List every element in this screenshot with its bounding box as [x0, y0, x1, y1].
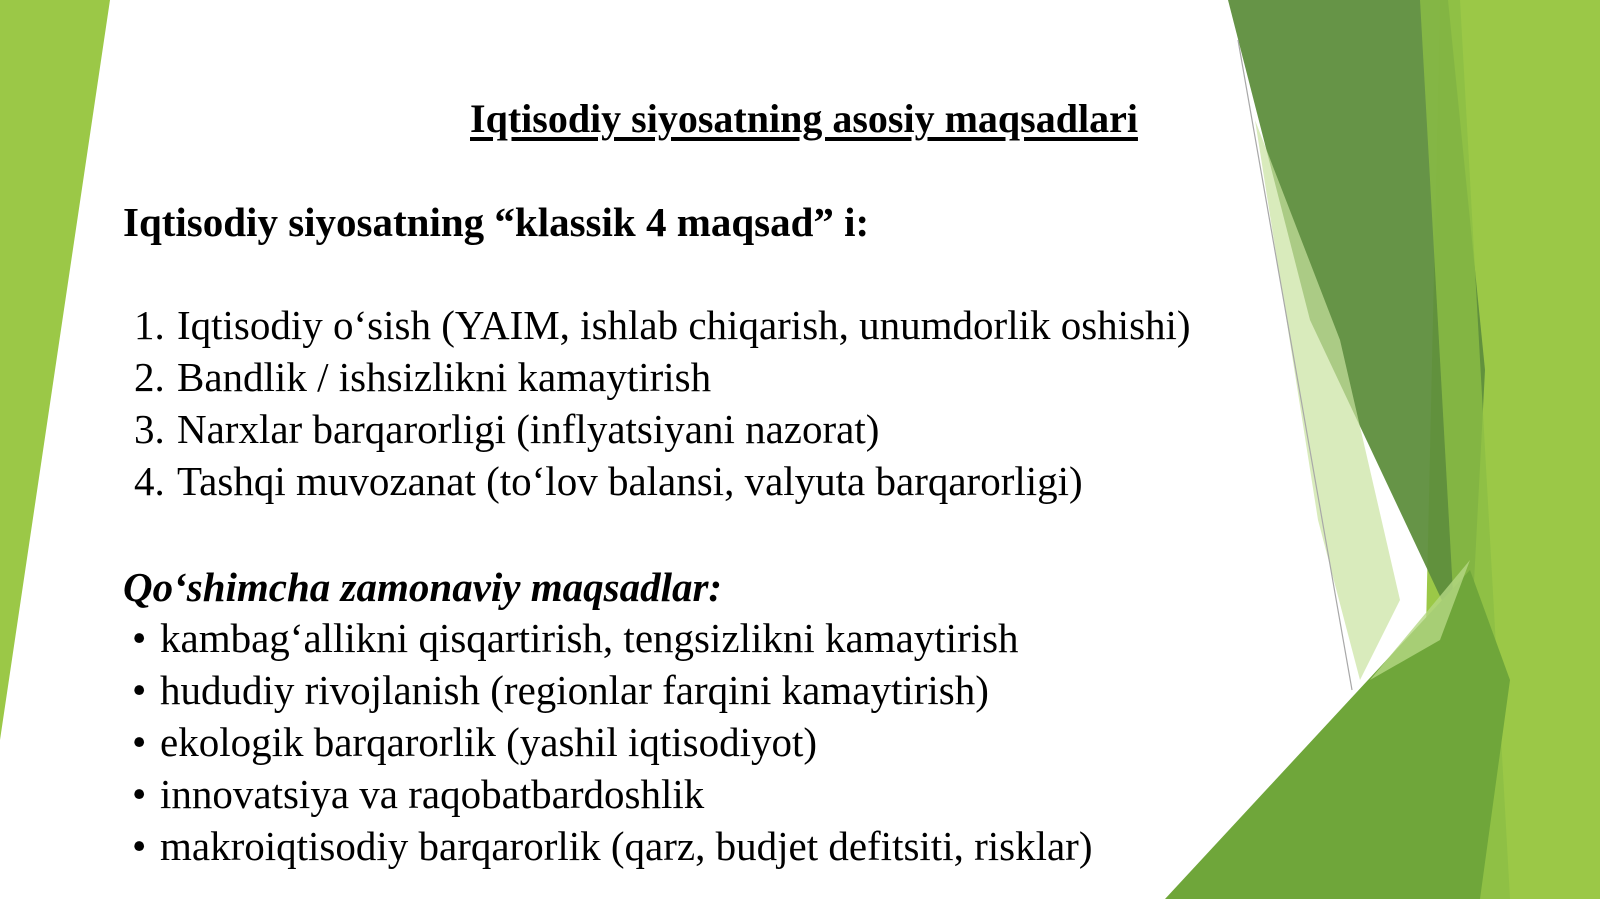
list-number: 4.: [134, 458, 165, 504]
list-item: [134, 403, 1191, 455]
list-item: [132, 612, 1093, 664]
list-item-text: Tashqi muvozanat (to‘lov balansi, valyuta barqarorligi): [177, 458, 1083, 504]
slide-title: Iqtisodiy siyosatning asosiy maqsadlari: [470, 96, 1138, 141]
list-number: 3.: [134, 406, 165, 452]
list-item: [132, 768, 1093, 820]
modern-goals-heading: Qo‘shimcha zamonaviy maqsadlar:: [123, 564, 723, 610]
list-item-text: makroiqtisodiy barqarorlik (qarz, budjet defitsiti, risklar): [160, 823, 1093, 869]
list-number: 1.: [134, 302, 165, 348]
list-number: 2.: [134, 354, 165, 400]
list-item: [134, 299, 1191, 351]
list-item: [132, 716, 1093, 768]
bullet-icon: •: [132, 719, 147, 765]
bullet-icon: •: [132, 823, 147, 869]
list-item-text: Iqtisodiy o‘sish (YAIM, ishlab chiqarish, unumdorlik oshishi): [177, 302, 1191, 348]
classic-goals-heading: Iqtisodiy siyosatning “klassik 4 maqsad” i:: [123, 199, 870, 245]
list-item: [134, 351, 1191, 403]
list-item-text: ekologik barqarorlik (yashil iqtisodiyot): [160, 719, 818, 765]
modern-goals-list: [132, 612, 1093, 872]
list-item: [134, 455, 1191, 507]
bullet-icon: •: [132, 615, 147, 661]
list-item-text: Narxlar barqarorligi (inflyatsiyani nazorat): [177, 406, 880, 452]
bullet-icon: •: [132, 771, 147, 817]
list-item-text: Bandlik / ishsizlikni kamaytirish: [177, 354, 712, 400]
list-item-text: hududiy rivojlanish (regionlar farqini kamaytirish): [160, 667, 989, 713]
list-item: [132, 664, 1093, 716]
list-item-text: kambag‘allikni qisqartirish, tengsizlikni kamaytirish: [160, 615, 1019, 661]
classic-goals-list: [134, 299, 1191, 507]
list-item-text: innovatsiya va raqobatbardoshlik: [160, 771, 705, 817]
bullet-icon: •: [132, 667, 147, 713]
list-item: [132, 820, 1093, 872]
